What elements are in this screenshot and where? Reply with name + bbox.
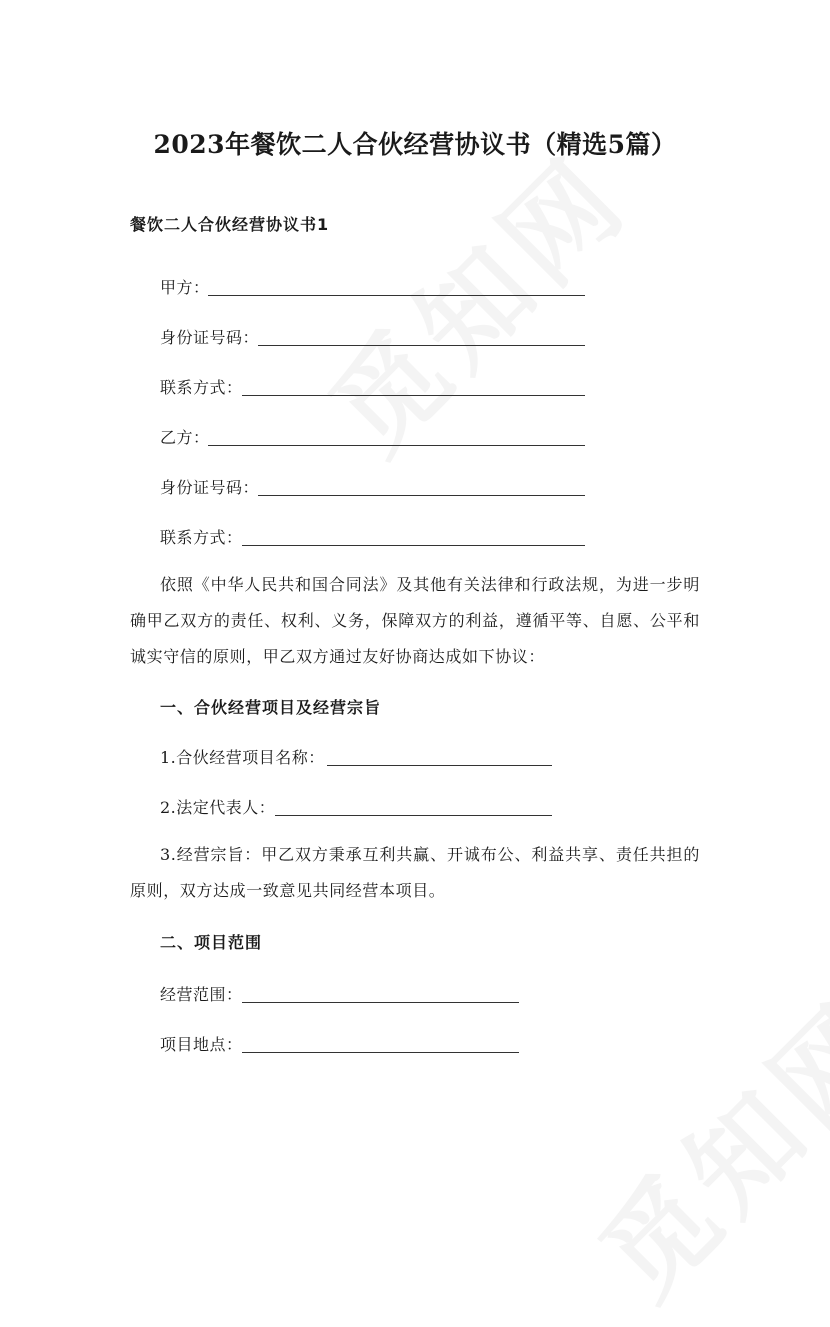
party-b-label: 乙方： [160,428,210,447]
party-b-blank[interactable] [208,445,585,446]
project-name-label: 1.合伙经营项目名称： [160,748,325,767]
party-a-label: 甲方： [160,278,210,297]
watermark-bottom [560,960,830,1326]
watermark [290,115,656,481]
party-b-contact-blank[interactable] [242,545,585,546]
scope-blank[interactable] [242,1002,519,1003]
party-a-id-label: 身份证号码： [160,328,260,347]
party-b-contact-label: 联系方式： [160,528,243,547]
location-label: 项目地点： [160,1035,243,1054]
party-b-id-label: 身份证号码： [160,478,260,497]
party-a-id-blank[interactable] [258,345,585,346]
scope-label: 经营范围： [160,985,243,1004]
document-title: 2023年餐饮二人合伙经营协议书（精选5篇） [153,130,677,159]
party-a-contact-label: 联系方式： [160,378,243,397]
intro-paragraph: 依照《中华人民共和国合同法》及其他有关法律和行政法规，为进一步明确甲乙双方的责任、权利、义务，保障双方的利益，遵循平等、自愿、公平和诚实守信的原则，甲乙双方通过友好协商达成如下协议： [130,575,700,666]
project-name-blank[interactable] [327,765,552,766]
party-b-id-blank[interactable] [258,495,585,496]
agreement-subtitle: 餐饮二人合伙经营协议书1 [130,215,330,234]
section2-heading: 二、项目范围 [160,933,263,952]
party-a-contact-blank[interactable] [242,395,585,396]
party-a-blank[interactable] [208,295,585,296]
section1-heading: 一、合伙经营项目及经营宗旨 [160,698,382,717]
purpose-paragraph: 3.经营宗旨：甲乙双方秉承互利共赢、开诚布公、利益共享、责任共担的原则，双方达成一致意见共同经营本项目。 [130,845,700,900]
legal-rep-label: 2.法定代表人： [160,798,276,817]
legal-rep-blank[interactable] [275,815,552,816]
location-blank[interactable] [242,1052,519,1053]
